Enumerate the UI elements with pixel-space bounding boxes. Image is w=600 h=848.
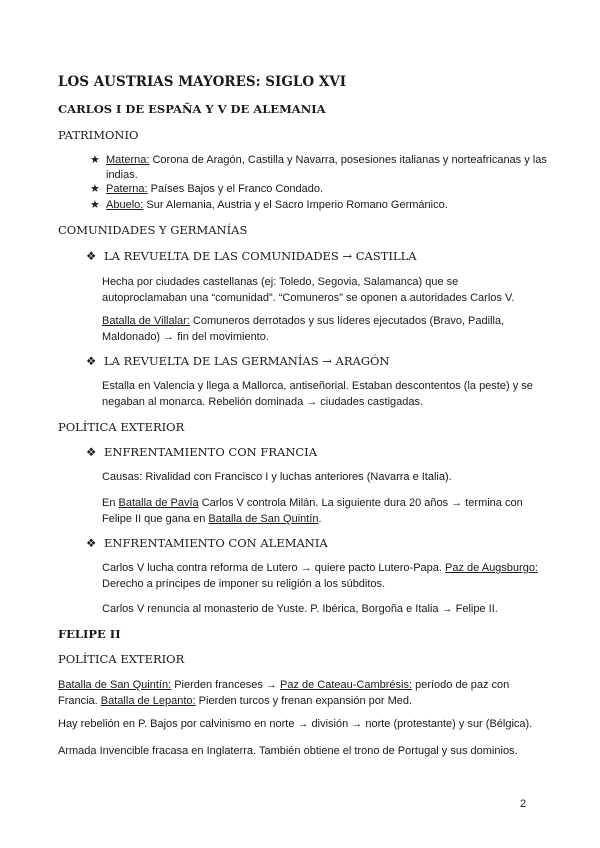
exterior-heading: POLÍTICA EXTERIOR [58, 420, 185, 434]
battle-link: Batalla de Villalar: [102, 315, 190, 327]
paragraph: Hecha por ciudades castellanas (ej: Toledo, Segovia, Salamanca) que se autoproclamaban una “comunidad”. “Comuneros” se oponen a autoridades Carlos V. [102, 276, 515, 304]
paragraph: Armada Invencible fracasa en Inglaterra. También obtiene el trono de Portugal y sus dominios. [58, 745, 518, 757]
felipe-exterior-heading: POLÍTICA EXTERIOR [58, 652, 185, 666]
list-item [90, 182, 550, 197]
battle-link: Batalla de Pavía [118, 497, 199, 509]
diamond-bullet-icon: ❖ [86, 536, 97, 550]
star-bullet-icon: ★ [90, 154, 100, 166]
paragraph: Batalla de San Quintín: Pierden franceses → Paz de Cateau-Cambrésis: período de paz con Francia. Batalla de Lepanto: Pierden turcos y frenan expansión por Med. [58, 679, 510, 707]
bullet-text: Sur Alemania, Austria y el Sacro Imperio Romano Germánico. [143, 199, 448, 211]
diamond-bullet-icon: ❖ [86, 249, 97, 263]
paragraph: Hay rebelión en P. Bajos por calvinismo en norte → división → norte (protestante) y sur (Bélgica). [58, 718, 533, 730]
treaty-link: Paz de Augsburgo: [445, 562, 538, 574]
diamond-bullet-icon: ❖ [86, 354, 97, 368]
paragraph: Carlos V lucha contra reforma de Lutero → quiere pacto Lutero-Papa. Paz de Augsburgo: Derecho a príncipes de imponer su religión a los súbditos. [102, 562, 538, 590]
star-bullet-icon: ★ [90, 183, 100, 195]
diamond-bullet-icon: ❖ [86, 445, 97, 459]
list-item [90, 153, 550, 183]
patrimonio-heading: PATRIMONIO [58, 128, 139, 142]
paragraph: Estalla en Valencia y llega a Mallorca, antiseñorial. Estaban descontentos (la peste) y se negaban al monarca. Rebelión dominada → ciudades castigadas. [102, 380, 533, 408]
battle-link: Batalla de San Quintín [208, 513, 319, 525]
page-title: LOS AUSTRIAS MAYORES: SIGLO XVI [58, 74, 347, 90]
bullet-label: Paterna: [106, 183, 148, 195]
felipe-heading: FELIPE II [58, 627, 121, 641]
comunidades-heading: COMUNIDADES Y GERMANÍAS [58, 223, 248, 237]
bullet-label: Materna: [106, 154, 150, 166]
list-item [90, 198, 550, 213]
paragraph: En Batalla de Pavía Carlos V controla Milán. La siguiente dura 20 años → termina con Felipe II que gana en Batalla de San Quintín. [102, 497, 523, 525]
subsection-heading: ❖ LA REVUELTA DE LAS GERMANÍAS → ARAGÓN [86, 354, 390, 368]
treaty-link: Paz de Cateau-Cambrésis: [279, 679, 413, 691]
bullet-text: Corona de Aragón, Castilla y Navarra, posesiones italianas y norteafricanas y las indias. [106, 154, 547, 181]
bullet-text: Países Bajos y el Franco Condado. [147, 183, 324, 195]
battle-link: Batalla de Lepanto: [100, 695, 196, 707]
battle-link: Batalla de San Quintín: [58, 679, 172, 691]
carlos-heading: CARLOS I DE ESPAÑA Y V DE ALEMANIA [58, 102, 326, 116]
paragraph: Batalla de Villalar: Comuneros derrotados y sus líderes ejecutados (Bravo, Padilla, Maldonado) → fin del movimiento. [102, 315, 505, 343]
page-number: 2 [520, 798, 527, 810]
subsection-heading: ❖ LA REVUELTA DE LAS COMUNIDADES → CASTILLA [86, 249, 417, 263]
bullet-label: Abuelo: [106, 199, 144, 211]
paragraph: Causas: Rivalidad con Francisco I y luchas anteriores (Navarra e Italia). [102, 471, 452, 483]
star-bullet-icon: ★ [90, 199, 100, 211]
subsection-heading: ❖ ENFRENTAMIENTO CON FRANCIA [86, 445, 318, 459]
paragraph: Carlos V renuncia al monasterio de Yuste. P. Ibérica, Borgoña e Italia → Felipe II. [102, 603, 498, 615]
subsection-heading: ❖ ENFRENTAMIENTO CON ALEMANIA [86, 536, 328, 550]
